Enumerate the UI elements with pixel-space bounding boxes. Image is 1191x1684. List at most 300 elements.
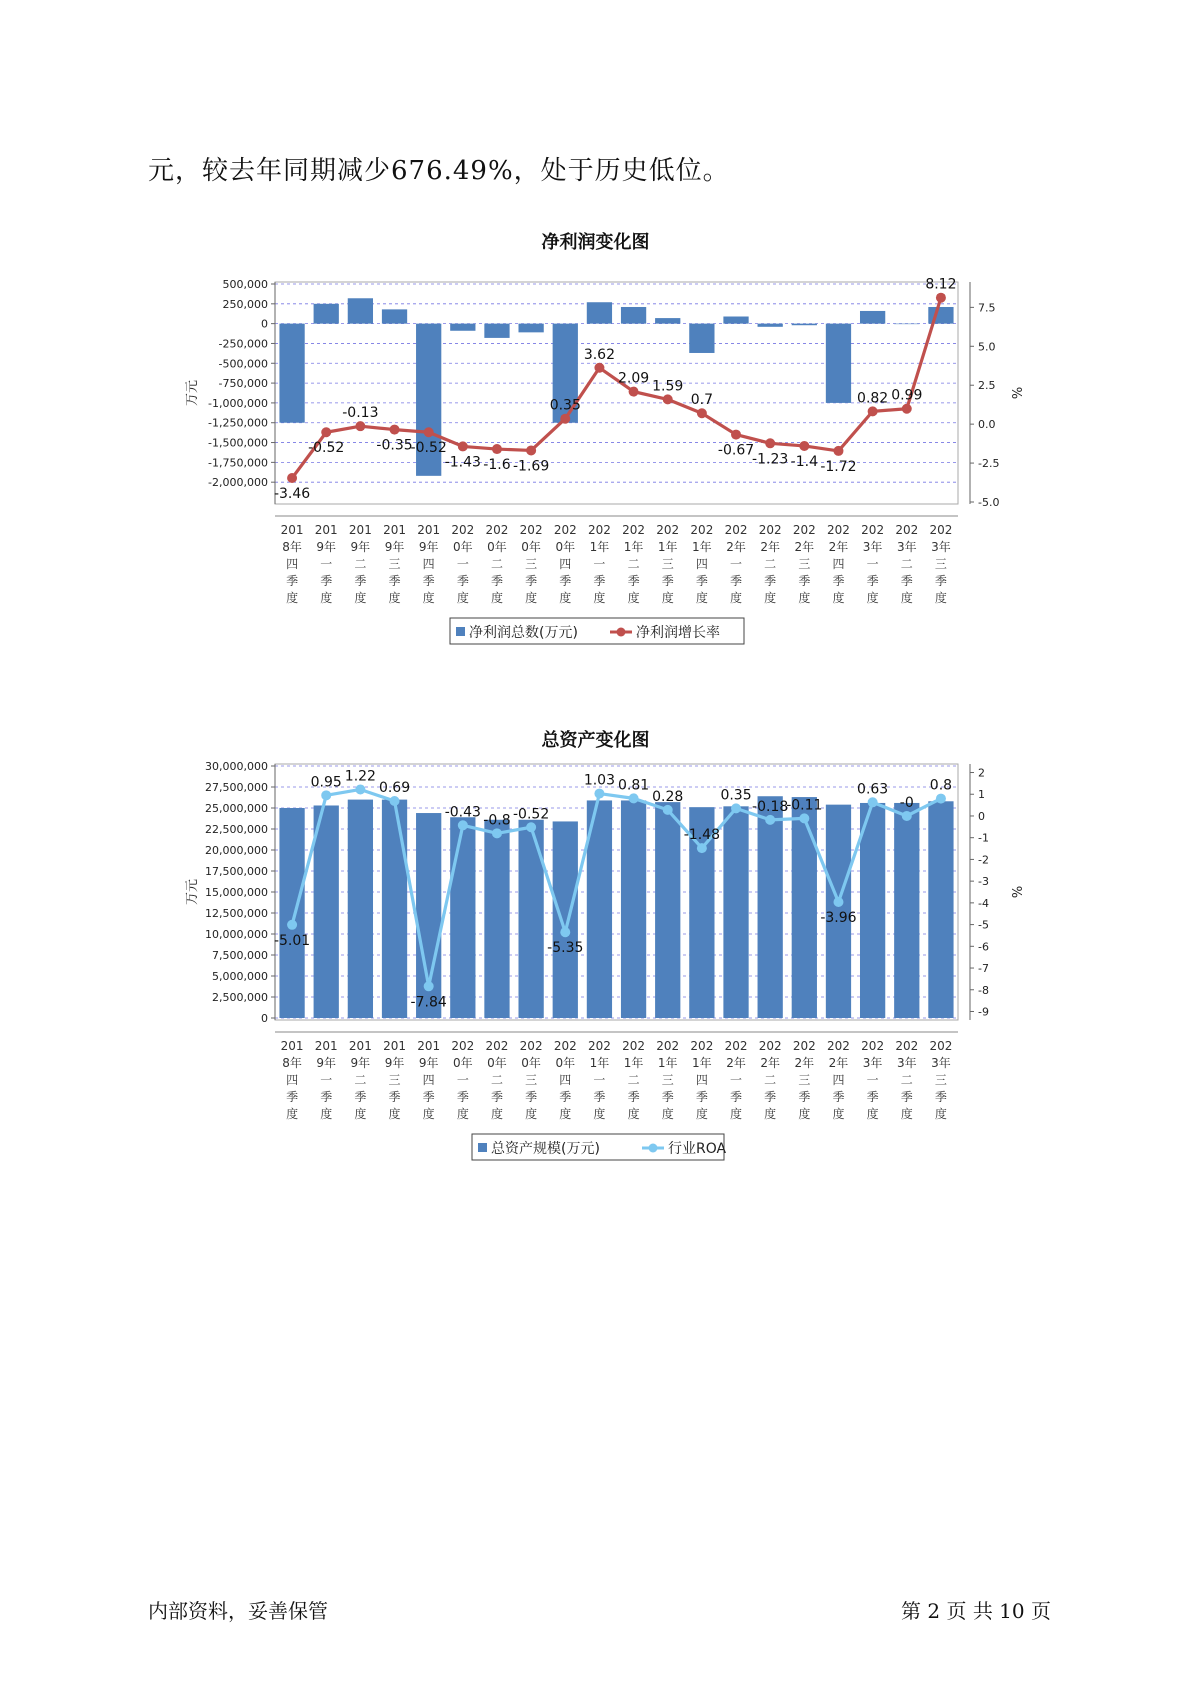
category-tick-label: 0年 <box>453 540 473 554</box>
category-tick-label: 3年 <box>931 1056 951 1070</box>
data-label: -1.23 <box>752 451 789 468</box>
category-tick-label: 季 <box>798 1090 811 1104</box>
category-tick-label: 三 <box>525 557 538 571</box>
category-tick-label: 2年 <box>794 1056 815 1070</box>
line-point <box>765 438 775 448</box>
category-tick-label: 202 <box>485 1039 509 1053</box>
category-tick-label: 202 <box>929 1039 953 1053</box>
category-tick-label: 202 <box>758 1039 782 1053</box>
left-axis-tick-label: -250,000 <box>218 337 268 351</box>
category-tick-label: 季 <box>695 1090 708 1104</box>
category-tick-label: 度 <box>320 1107 333 1121</box>
category-tick-label: 202 <box>553 1039 577 1053</box>
category-tick-label: 0年 <box>453 1056 473 1070</box>
net-profit-chart <box>0 248 1191 688</box>
bar <box>894 324 919 325</box>
category-tick-label: 202 <box>724 523 748 537</box>
category-tick-label: 季 <box>627 574 640 588</box>
category-tick-label: 一 <box>456 557 469 571</box>
category-tick-label: 201 <box>348 1039 372 1053</box>
category-tick-label: 202 <box>690 1039 714 1053</box>
category-tick-label: 度 <box>286 1107 299 1121</box>
category-tick-label: 3年 <box>862 1056 883 1070</box>
right-axis-tick-label: 0 <box>978 809 985 823</box>
category-tick-label: 季 <box>286 1090 299 1104</box>
left-axis-tick-label: 250,000 <box>222 297 268 311</box>
legend-bar-swatch <box>456 627 465 636</box>
category-tick-label: 三 <box>661 1073 674 1087</box>
category-tick-label: 202 <box>622 1039 646 1053</box>
category-tick-label: 度 <box>627 591 640 605</box>
category-tick-label: 202 <box>553 523 577 537</box>
category-tick-label: 1年 <box>692 540 712 554</box>
line-point <box>526 445 536 455</box>
category-tick-label: 三 <box>934 557 947 571</box>
category-tick-label: 201 <box>314 523 338 537</box>
bar <box>894 803 919 1018</box>
left-axis-tick-label: 27,500,000 <box>205 781 268 794</box>
category-tick-label: 季 <box>354 1090 367 1104</box>
category-tick-label: 二 <box>490 1073 503 1087</box>
category-tick-label: 季 <box>388 1090 401 1104</box>
category-tick-label: 202 <box>827 523 850 537</box>
category-tick-label: 一 <box>730 557 743 571</box>
data-label: 0.95 <box>310 774 342 791</box>
category-tick-label: 3年 <box>896 540 917 554</box>
category-tick-label: 度 <box>900 1107 913 1121</box>
data-label: 1.22 <box>344 768 376 785</box>
category-tick-label: 9年 <box>350 1056 371 1070</box>
intro-paragraph: 元，较去年同期减少676.49%，处于历史低位。 <box>148 156 730 186</box>
line-point <box>936 794 946 804</box>
category-tick-label: 0年 <box>521 1056 541 1070</box>
category-tick-label: 度 <box>661 1107 674 1121</box>
category-tick-label: 四 <box>559 1073 572 1087</box>
bar <box>314 304 339 324</box>
line-point <box>868 797 878 807</box>
category-tick-label: 二 <box>627 1073 640 1087</box>
category-tick-label: 9年 <box>384 540 405 554</box>
left-axis-tick-label: 22,500,000 <box>205 823 268 836</box>
left-axis-tick-label: 30,000,000 <box>205 760 268 773</box>
category-tick-label: 度 <box>934 1107 947 1121</box>
data-label: -3.96 <box>820 909 857 926</box>
data-label: -0.13 <box>342 405 379 422</box>
line-point <box>492 444 502 454</box>
data-label: 0.35 <box>549 397 581 414</box>
category-tick-label: 202 <box>451 1039 475 1053</box>
line-point <box>799 441 809 451</box>
category-tick-label: 季 <box>559 1090 572 1104</box>
data-label: 0.35 <box>720 787 752 804</box>
category-tick-label: 四 <box>832 557 845 571</box>
bar <box>382 309 407 323</box>
category-tick-label: 201 <box>383 1039 406 1053</box>
category-tick-label: 2年 <box>828 540 849 554</box>
left-axis-tick-label: -1,250,000 <box>208 416 268 430</box>
right-axis-tick-label: -8 <box>978 983 989 997</box>
left-axis-tick-label: -2,000,000 <box>208 476 268 490</box>
category-tick-label: 季 <box>730 574 743 588</box>
category-tick-label: 0年 <box>555 1056 576 1070</box>
bar <box>860 803 885 1018</box>
total-assets-chart <box>0 746 1191 1186</box>
bar <box>484 820 509 1018</box>
category-tick-label: 季 <box>320 1090 333 1104</box>
chart-title-total-assets: 总资产变化图 <box>541 730 650 751</box>
category-tick-label: 一 <box>593 1073 606 1087</box>
right-axis-title: % <box>1011 885 1026 899</box>
category-tick-label: 3年 <box>931 540 951 554</box>
data-label: 0.69 <box>378 779 411 796</box>
data-label: 0.63 <box>857 781 889 798</box>
category-tick-label: 2年 <box>828 1056 849 1070</box>
right-axis-tick-label: 2 <box>978 766 985 780</box>
category-tick-label: 季 <box>525 574 538 588</box>
category-tick-label: 度 <box>525 1107 538 1121</box>
category-tick-label: 0年 <box>487 540 507 554</box>
category-tick-label: 季 <box>490 574 503 588</box>
right-axis-tick-label: 2.5 <box>978 379 996 393</box>
line-point <box>355 421 365 431</box>
line-point <box>458 441 468 451</box>
bar <box>279 324 304 423</box>
category-tick-label: 季 <box>661 574 674 588</box>
category-tick-label: 202 <box>929 523 953 537</box>
data-label: -7.84 <box>410 994 447 1011</box>
data-label: -1.48 <box>683 827 720 844</box>
category-tick-label: 二 <box>490 557 503 571</box>
category-tick-label: 四 <box>286 1073 299 1087</box>
line-point <box>697 408 707 418</box>
bar <box>860 311 885 324</box>
bar <box>382 800 407 1018</box>
category-tick-label: 一 <box>593 557 606 571</box>
category-tick-label: 季 <box>286 574 299 588</box>
right-axis-tick-label: -6 <box>978 940 989 954</box>
category-tick-label: 202 <box>792 523 816 537</box>
category-tick-label: 202 <box>690 523 714 537</box>
category-tick-label: 四 <box>422 1073 435 1087</box>
category-tick-label: 度 <box>832 591 845 605</box>
data-label: -1.4 <box>790 453 818 470</box>
bar <box>723 806 748 1018</box>
category-tick-label: 季 <box>320 574 333 588</box>
category-tick-label: 二 <box>900 557 913 571</box>
data-label: 8.12 <box>925 276 957 293</box>
category-tick-label: 8年 <box>282 1056 302 1070</box>
category-tick-label: 季 <box>764 574 777 588</box>
category-tick-label: 度 <box>798 591 811 605</box>
category-tick-label: 2年 <box>760 1056 780 1070</box>
bar <box>450 817 475 1018</box>
category-tick-label: 度 <box>627 1107 640 1121</box>
line-point <box>321 427 331 437</box>
category-tick-label: 二 <box>764 1073 777 1087</box>
category-tick-label: 度 <box>866 1107 879 1121</box>
right-axis-tick-label: 0.0 <box>978 418 996 432</box>
left-axis-tick-label: 12,500,000 <box>205 907 268 920</box>
category-tick-label: 202 <box>861 1039 885 1053</box>
legend-line-label: 行业ROA <box>668 1141 727 1157</box>
line-point <box>902 811 912 821</box>
bar <box>553 821 578 1018</box>
category-tick-label: 四 <box>695 557 708 571</box>
category-tick-label: 201 <box>417 523 441 537</box>
chart-title-net-profit: 净利润变化图 <box>541 232 650 253</box>
data-label: -0.52 <box>410 440 447 457</box>
data-label: -0.67 <box>717 442 755 459</box>
category-tick-label: 三 <box>798 557 811 571</box>
category-tick-label: 1年 <box>589 1056 610 1070</box>
category-tick-label: 度 <box>525 591 538 605</box>
category-tick-label: 9年 <box>384 1056 405 1070</box>
category-tick-label: 度 <box>593 1107 606 1121</box>
data-label: 0.8 <box>929 777 953 794</box>
category-tick-label: 三 <box>388 557 401 571</box>
category-tick-label: 度 <box>388 591 401 605</box>
left-axis-tick-label: 7,500,000 <box>212 949 268 962</box>
category-tick-label: 季 <box>934 1090 947 1104</box>
category-tick-label: 9年 <box>418 1056 439 1070</box>
category-tick-label: 0年 <box>487 1056 507 1070</box>
bar <box>587 302 612 323</box>
category-tick-label: 1年 <box>589 540 610 554</box>
left-axis-tick-label: -1,500,000 <box>208 436 268 450</box>
category-tick-label: 季 <box>490 1090 503 1104</box>
line-point <box>594 789 604 799</box>
category-tick-label: 201 <box>383 523 406 537</box>
category-tick-label: 度 <box>730 1107 743 1121</box>
bar <box>621 800 646 1018</box>
category-tick-label: 三 <box>798 1073 811 1087</box>
category-tick-label: 一 <box>320 557 333 571</box>
data-label: 0.81 <box>617 777 650 794</box>
legend-line-marker <box>617 628 626 637</box>
category-tick-label: 9年 <box>350 540 371 554</box>
line-point <box>799 813 809 823</box>
category-tick-label: 四 <box>832 1073 845 1087</box>
category-tick-label: 8年 <box>282 540 302 554</box>
category-tick-label: 度 <box>934 591 947 605</box>
data-label: -0.11 <box>786 797 823 814</box>
category-tick-label: 202 <box>724 1039 748 1053</box>
category-tick-label: 季 <box>730 1090 743 1104</box>
bar <box>655 318 680 324</box>
data-label: -1.6 <box>483 457 511 474</box>
category-tick-label: 度 <box>320 591 333 605</box>
bar <box>314 805 339 1018</box>
bar <box>792 797 817 1018</box>
bar <box>826 324 851 403</box>
category-tick-label: 度 <box>422 1107 435 1121</box>
bar <box>518 324 543 333</box>
category-tick-label: 1年 <box>657 1056 678 1070</box>
category-tick-label: 度 <box>456 591 469 605</box>
legend-line-label: 净利润增长率 <box>636 625 720 641</box>
category-tick-label: 度 <box>422 591 435 605</box>
category-tick-label: 四 <box>695 1073 708 1087</box>
category-tick-label: 度 <box>730 591 743 605</box>
category-tick-label: 季 <box>798 574 811 588</box>
category-tick-label: 度 <box>559 1107 572 1121</box>
category-tick-label: 201 <box>314 1039 338 1053</box>
line-point <box>629 793 639 803</box>
category-tick-label: 度 <box>695 1107 708 1121</box>
left-axis-tick-label: 10,000,000 <box>205 928 268 941</box>
left-axis-title: 万元 <box>185 878 200 906</box>
left-axis-tick-label: 17,500,000 <box>205 865 268 878</box>
left-axis-tick-label: 500,000 <box>222 278 268 291</box>
line-point <box>355 784 365 794</box>
category-tick-label: 202 <box>485 523 509 537</box>
category-tick-label: 9年 <box>316 1056 337 1070</box>
left-axis-tick-label: 15,000,000 <box>205 886 268 899</box>
data-label: -0.43 <box>444 804 481 821</box>
data-label: 1.03 <box>583 772 616 789</box>
category-tick-label: 季 <box>900 1090 913 1104</box>
category-tick-label: 201 <box>280 1039 304 1053</box>
data-label: 1.59 <box>652 378 684 395</box>
category-tick-label: 二 <box>900 1073 913 1087</box>
footer-page-number: 第 2 页 共 10 页 <box>901 1599 1051 1623</box>
line-point <box>560 414 570 424</box>
category-tick-label: 一 <box>866 557 879 571</box>
line-point <box>902 404 912 414</box>
line-point <box>390 425 400 435</box>
data-label: -1.69 <box>513 458 550 475</box>
line-point <box>629 387 639 397</box>
category-tick-label: 度 <box>456 1107 469 1121</box>
category-tick-label: 202 <box>587 523 611 537</box>
line-point <box>868 406 878 416</box>
line-point <box>731 803 741 813</box>
bar <box>484 324 509 338</box>
category-tick-label: 202 <box>792 1039 816 1053</box>
left-axis-tick-label: -750,000 <box>218 377 268 391</box>
category-tick-label: 四 <box>286 557 299 571</box>
category-tick-label: 季 <box>832 574 845 588</box>
left-axis-tick-label: 20,000,000 <box>205 844 268 857</box>
category-tick-label: 季 <box>456 1090 469 1104</box>
data-label: -0.52 <box>308 440 345 457</box>
category-tick-label: 201 <box>280 523 304 537</box>
line-point <box>287 473 297 483</box>
category-tick-label: 度 <box>764 1107 777 1121</box>
category-tick-label: 度 <box>354 1107 367 1121</box>
category-tick-label: 二 <box>627 557 640 571</box>
line-point <box>390 796 400 806</box>
category-tick-label: 度 <box>764 591 777 605</box>
category-tick-label: 季 <box>388 574 401 588</box>
category-tick-label: 2年 <box>726 1056 746 1070</box>
category-tick-label: 202 <box>758 523 782 537</box>
bar <box>348 298 373 323</box>
category-tick-label: 度 <box>593 591 606 605</box>
category-tick-label: 202 <box>656 1039 680 1053</box>
category-tick-label: 季 <box>627 1090 640 1104</box>
category-tick-label: 季 <box>593 574 606 588</box>
line-point <box>731 430 741 440</box>
category-tick-label: 201 <box>417 1039 441 1053</box>
line-point <box>833 897 843 907</box>
category-tick-label: 三 <box>661 557 674 571</box>
right-axis-tick-label: -9 <box>978 1005 989 1019</box>
data-label: 0.28 <box>652 788 684 805</box>
category-tick-label: 度 <box>490 1107 503 1121</box>
category-tick-label: 季 <box>764 1090 777 1104</box>
category-tick-label: 度 <box>286 591 299 605</box>
left-axis-tick-label: -1,000,000 <box>208 396 268 410</box>
left-axis-tick-label: 0 <box>261 1012 268 1025</box>
data-label: -1.72 <box>820 458 857 475</box>
data-label: 0.99 <box>891 387 923 404</box>
category-tick-label: 一 <box>866 1073 879 1087</box>
category-tick-label: 二 <box>354 557 367 571</box>
category-tick-label: 季 <box>593 1090 606 1104</box>
category-tick-label: 四 <box>559 557 572 571</box>
category-tick-label: 202 <box>622 523 646 537</box>
category-tick-label: 0年 <box>521 540 541 554</box>
right-axis-tick-label: -5 <box>978 918 989 932</box>
left-axis-tick-label: -500,000 <box>218 357 268 371</box>
category-tick-label: 0年 <box>555 540 576 554</box>
category-tick-label: 度 <box>388 1107 401 1121</box>
category-tick-label: 2年 <box>726 540 746 554</box>
data-label: 2.09 <box>617 370 650 387</box>
category-tick-label: 季 <box>866 1090 879 1104</box>
left-axis-tick-label: 0 <box>261 317 268 331</box>
line-point <box>424 427 434 437</box>
category-tick-label: 度 <box>832 1107 845 1121</box>
category-tick-label: 2年 <box>760 540 780 554</box>
category-tick-label: 度 <box>900 591 913 605</box>
bar <box>758 324 783 327</box>
line-point <box>287 920 297 930</box>
category-tick-label: 一 <box>320 1073 333 1087</box>
left-axis-tick-label: -1,750,000 <box>208 456 268 470</box>
category-tick-label: 三 <box>525 1073 538 1087</box>
category-tick-label: 度 <box>866 591 879 605</box>
category-tick-label: 202 <box>895 1039 919 1053</box>
category-tick-label: 201 <box>348 523 372 537</box>
right-axis-tick-label: -2 <box>978 853 989 867</box>
data-label: -5.35 <box>547 940 584 957</box>
category-tick-label: 一 <box>456 1073 469 1087</box>
left-axis-tick-label: 2,500,000 <box>212 991 268 1004</box>
category-tick-label: 3年 <box>862 540 883 554</box>
bar <box>928 801 953 1018</box>
bar <box>723 317 748 324</box>
category-tick-label: 一 <box>730 1073 743 1087</box>
category-tick-label: 二 <box>354 1073 367 1087</box>
data-label: -1.43 <box>444 454 481 471</box>
right-axis-tick-label: 5.0 <box>978 340 996 354</box>
category-tick-label: 季 <box>695 574 708 588</box>
line-point <box>458 820 468 830</box>
category-tick-label: 二 <box>764 557 777 571</box>
category-tick-label: 四 <box>422 557 435 571</box>
right-axis-tick-label: -4 <box>978 896 989 910</box>
right-axis-tick-label: -3 <box>978 875 989 889</box>
category-tick-label: 度 <box>490 591 503 605</box>
footer-confidential-note: 内部资料，妥善保管 <box>148 1599 328 1623</box>
category-tick-label: 度 <box>798 1107 811 1121</box>
bar <box>279 808 304 1018</box>
category-tick-label: 202 <box>895 523 919 537</box>
left-axis-tick-label: 25,000,000 <box>205 802 268 815</box>
line-point <box>594 363 604 373</box>
